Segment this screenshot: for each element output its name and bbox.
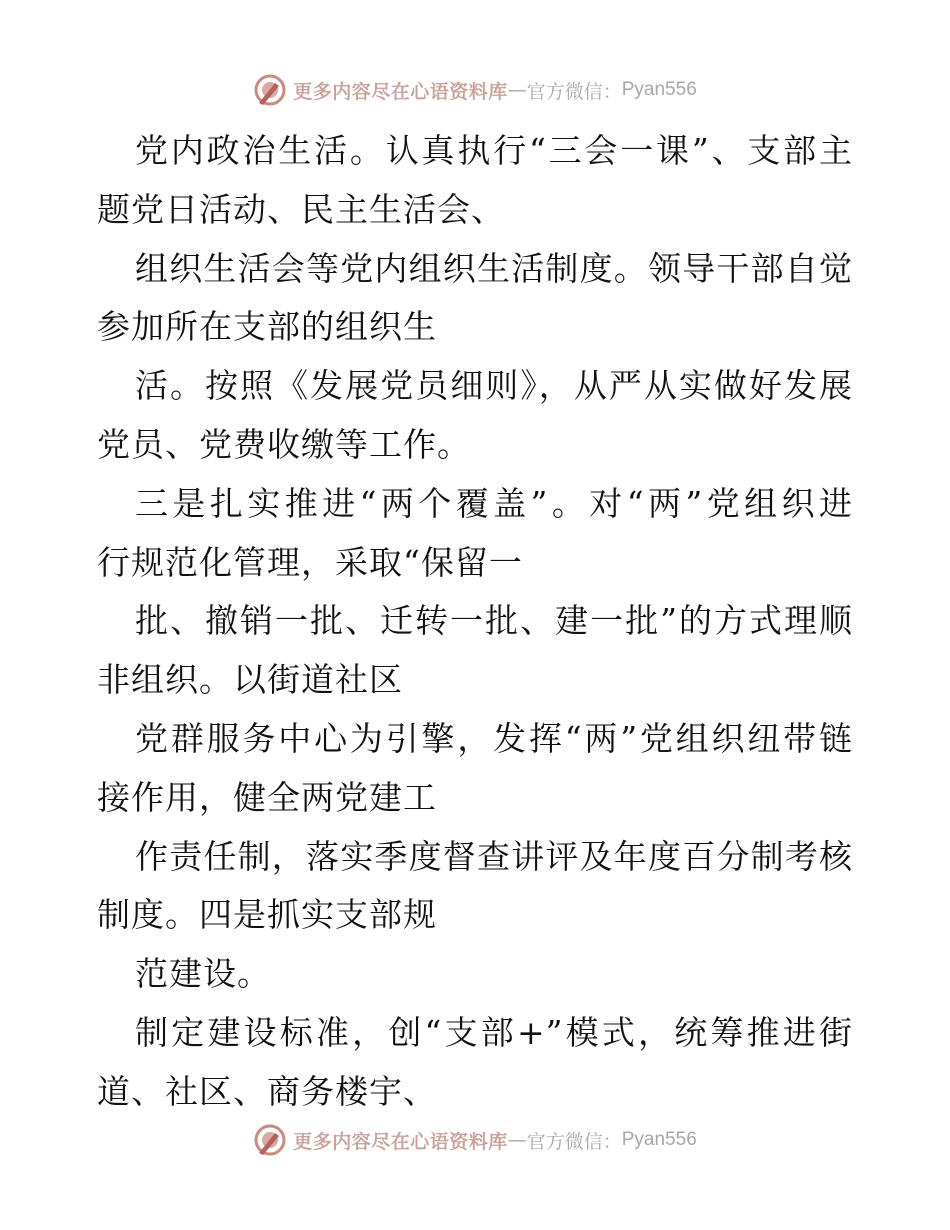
watermark-text: 更多内容尽在心语资料库 <box>293 1130 508 1153</box>
footer-watermark <box>0 1120 950 1160</box>
text-line: 活。按照《发展党员细则》，从严从实做好发展 <box>135 366 853 406</box>
header-watermark <box>0 70 950 110</box>
document-body <box>97 122 853 1122</box>
text-line: 行规范化管理，采取“保留一 <box>97 542 523 582</box>
text-line: 党员、党费收缴等工作。 <box>97 424 471 464</box>
watermark-wechat-id: Pyan556 <box>621 79 697 100</box>
text-line: 组织生活会等党内组织生活制度。领导干部自觉 <box>135 248 853 288</box>
text-line: 非组织。以街道社区 <box>97 660 403 700</box>
pen-logo-icon <box>253 73 287 107</box>
watermark-dash: — <box>507 1129 527 1151</box>
text-line: 范建设。 <box>135 954 271 994</box>
text-line: 作责任制，落实季度督查讲评及年度百分制考核 <box>135 836 853 876</box>
text-line: 制度。四是抓实支部规 <box>97 895 437 935</box>
text-line: 参加所在支部的组织生 <box>97 307 437 347</box>
watermark-wechat-label: 官方微信： <box>526 80 622 103</box>
text-line: 党群服务中心为引擎，发挥“两”党组织纽带链 <box>135 718 853 758</box>
watermark-wechat-label: 官方微信： <box>526 1130 622 1153</box>
text-line: 道、社区、商务楼宇、 <box>97 1071 437 1111</box>
watermark-text: 更多内容尽在心语资料库 <box>293 80 508 103</box>
text-line: 批、撤销一批、迁转一批、建一批”的方式理顺 <box>135 601 853 641</box>
text-line: 接作用，健全两党建工 <box>97 777 437 817</box>
text-line: 制定建设标准，创“支部+”模式，统筹推进街 <box>135 1012 853 1052</box>
text-line: 题党日活动、民主生活会、 <box>97 189 505 229</box>
watermark-wechat-id: Pyan556 <box>621 1129 697 1150</box>
text-line: 三是扎实推进“两个覆盖”。对“两”党组织进 <box>135 483 853 523</box>
watermark-dash: — <box>507 79 527 101</box>
pen-logo-icon <box>253 1123 287 1157</box>
text-line: 党内政治生活。认真执行“三会一课”、支部主 <box>135 131 853 170</box>
